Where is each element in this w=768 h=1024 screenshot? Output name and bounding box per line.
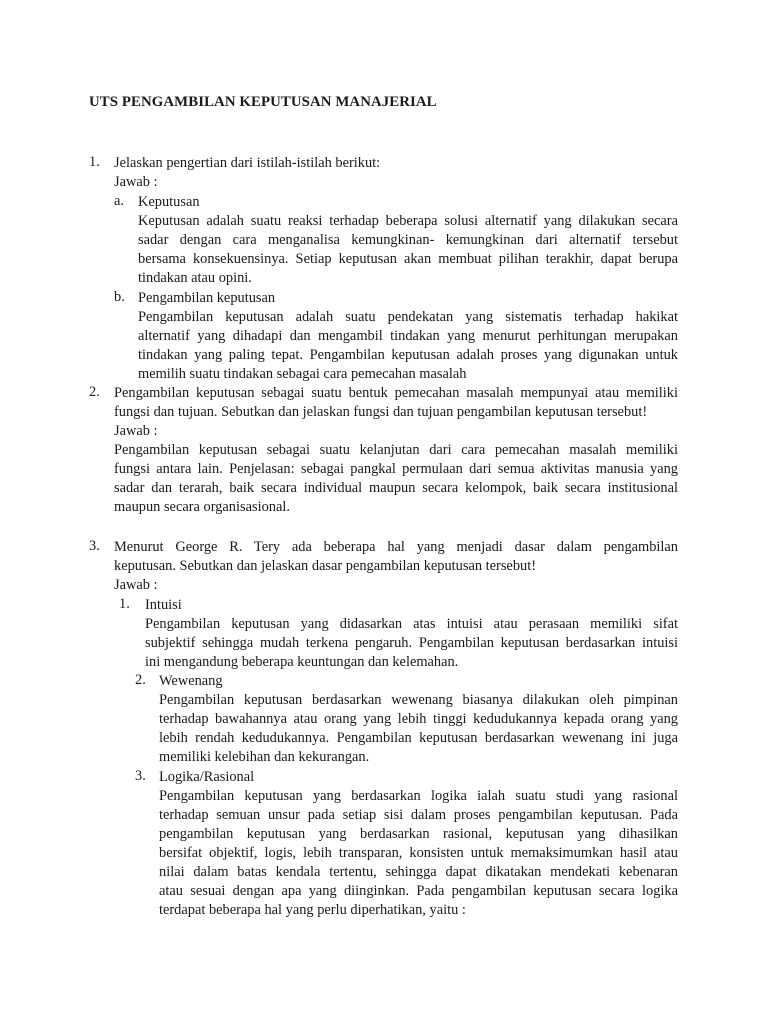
q2-answer-line-1: Pengambilan keputusan sebagai suatu kelanjutan dari cara pemecahan masalah memiliki [114,442,678,458]
q3-item2-line-3: lebih rendah kedudukannya. Pengambilan keputusan berdasarkan wewenang ini juga [159,730,678,746]
q3-item1-line-3: ini mengandung beberapa keuntungan dan kelemahan. [145,654,459,670]
q3-item2-marker: 2. [135,672,146,688]
q2-answer-line-4: maupun secara organisasional. [114,499,290,515]
q3-item3-marker: 3. [135,768,146,784]
q1-question: Jelaskan pengertian dari istilah-istilah berikut: [114,155,381,171]
q3-item2-line-4: memiliki kelebihan dan kekurangan. [159,749,370,765]
q1-a-line-4: tindakan atau opini. [138,270,252,286]
q2-question-line-2: fungsi dan tujuan. Sebutkan dan jelaskan fungsi dan tujuan pengambilan keputusan tersebut! [114,404,648,420]
q3-answer-label: Jawab : [114,577,158,593]
document-title: UTS PENGAMBILAN KEPUTUSAN MANAJERIAL [89,94,437,110]
q3-item3-line-3: pengambilan keputusan yang berdasarkan rasional, keputusan yang dihasilkan [159,826,678,842]
q1-b-heading: Pengambilan keputusan [138,290,276,306]
q1-a-line-2: sadar dengan cara menganalisa kemungkinan- kemungkinan dari alternatif tersebut [138,232,678,248]
q1-a-line-3: bersama konsekuensinya. Setiap keputusan akan membuat pilihan terakhir, dapat berupa [138,251,678,267]
q3-item1-line-1: Pengambilan keputusan yang didasarkan atas intuisi atau perasaan memiliki sifat [145,616,678,632]
q3-item3-line-4: bersifat objektif, logis, lebih transparan, konsisten untuk memaksimumkan hasil atau [159,845,678,861]
q3-item1-marker: 1. [119,596,130,612]
q1-b-body [138,308,678,384]
q3-item3-line-1: Pengambilan keputusan yang berdasarkan logika ialah suatu studi yang rasional [159,788,678,804]
q1-number: 1. [89,154,100,170]
q3-item3-line-5: nilai dalam batas kendala tertentu, sehingga dapat dikatakan mendekati kebenaran [159,864,678,880]
q1-b-marker: b. [114,289,125,305]
q1-a-body [138,212,678,288]
q3-item3-body [159,787,678,920]
q1-b-line-3: tindakan yang paling tepat. Pengambilan keputusan adalah proses yang digunakan untuk [138,347,678,363]
q3-item1-line-2: subjektif sehingga mudah terkena pengaruh. Pengambilan keputusan berdasarkan intuisi [145,635,678,651]
q1-b-line-1: Pengambilan keputusan adalah suatu pendekatan yang sistematis terhadap hakikat [138,309,678,325]
q2-answer-label: Jawab : [114,423,158,439]
q3-question [114,538,678,595]
q3-item2-line-1: Pengambilan keputusan berdasarkan wewenang biasanya dilakukan oleh pimpinan [159,692,678,708]
q3-item3-heading: Logika/Rasional [159,769,255,785]
q2-answer-line-2: fungsi antara lain. Penjelasan: sebagai pangkal permulaan dari semua aktivitas manusia yang [114,461,678,477]
q3-item2-body [159,691,678,767]
q3-question-line-2: keputusan. Sebutkan dan jelaskan dasar pengambilan keputusan tersebut! [114,558,537,574]
q3-question-line-1: Menurut George R. Tery ada beberapa hal yang menjadi dasar dalam pengambilan [114,539,678,555]
q2-question-line-1: Pengambilan keputusan sebagai suatu bentuk pemecahan masalah mempunyai atau memiliki [114,385,678,401]
q3-item2-line-2: terhadap bawahannya atau orang yang lebih tinggi kedudukannya kepada orang yang [159,711,678,727]
q1-b-line-2: alternatif yang dihadapi dan mengambil tindakan yang menurut perhitungan merupakan [138,328,678,344]
q2-body [114,384,678,517]
q2-answer-line-3: sadar dan terarah, baik secara individual maupun secara kelompok, baik secara institusional [114,480,678,496]
q3-item1-heading: Intuisi [145,597,182,613]
q3-item1-body [145,615,678,672]
q3-number: 3. [89,538,100,554]
q3-item3-line-6: atau sesuai dengan apa yang diinginkan. Pada pengambilan keputusan secara logika [159,883,678,899]
q1-answer-label: Jawab : [114,174,158,190]
q3-item3-line-2: terhadap semuan unsur pada setiap sisi dalam proses pengambilan keputusan. Pada [159,807,678,823]
q2-number: 2. [89,384,100,400]
q1-a-marker: a. [114,193,124,209]
q3-item3-line-7: terdapat beberapa hal yang perlu diperhatikan, yaitu : [159,902,466,918]
q1-a-line-1: Keputusan adalah suatu reaksi terhadap beberapa solusi alternatif yang dilakukan secara [138,213,678,229]
q1-b-line-4: memilih suatu tindakan sebagai cara pemecahan masalah [138,366,467,382]
q3-item2-heading: Wewenang [159,673,223,689]
q1-a-heading: Keputusan [138,194,200,210]
